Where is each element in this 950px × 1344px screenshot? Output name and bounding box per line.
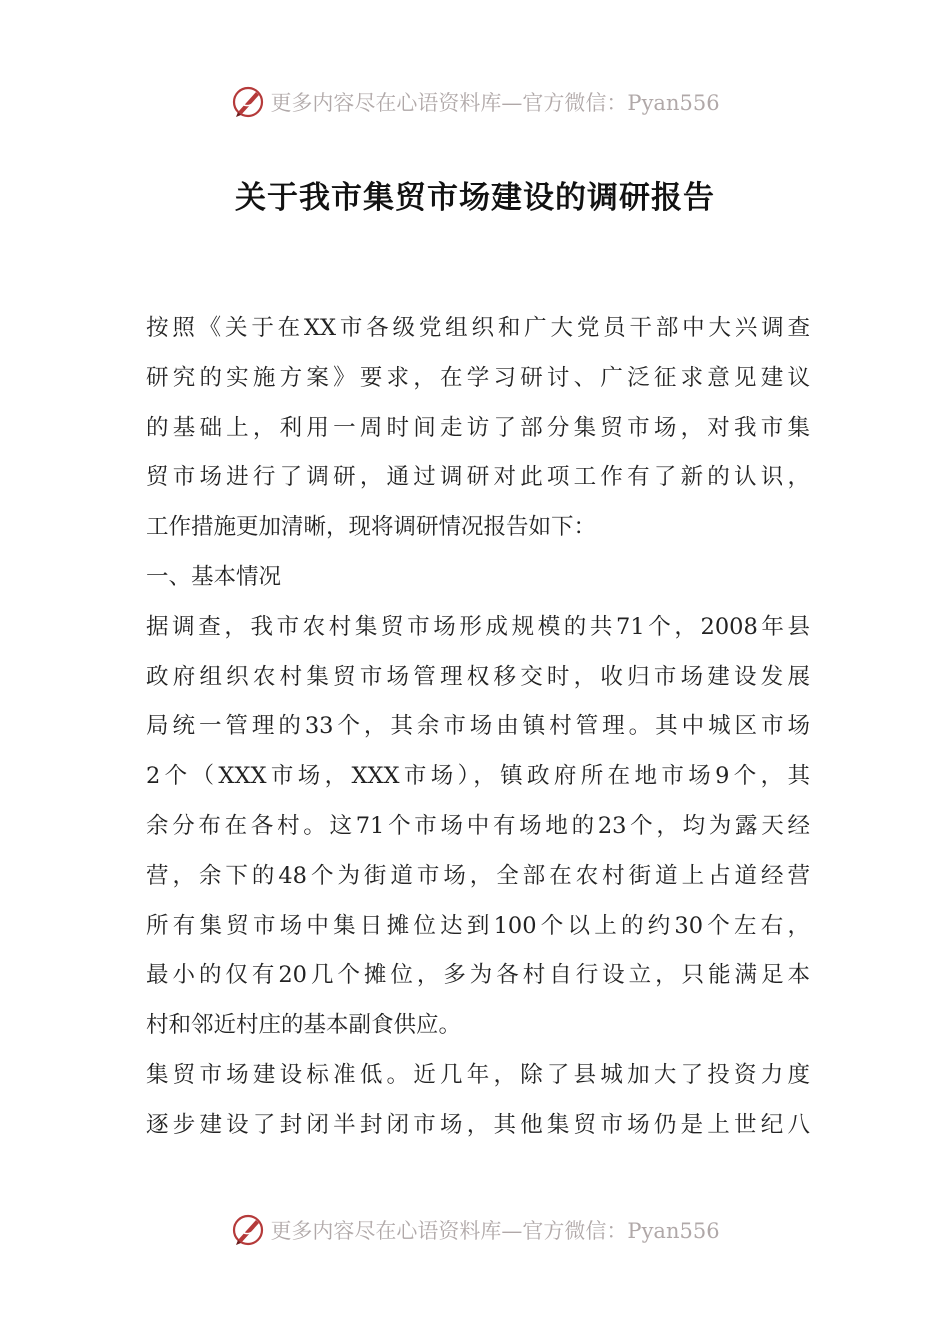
body-line: 逐步建设了封闭半封闭市场，其他集贸市场仍是上世纪八 [146,1111,810,1138]
body-line: 的基础上，利用一周时间走访了部分集贸市场，对我市集 [146,414,810,441]
footer-watermark-banner [0,1210,950,1250]
body-line: 集贸市场建设标准低。近几年，除了县城加大了投资力度 [146,1061,810,1088]
body-line: 工作措施更加清晰，现将调研情况报告如下： [146,514,597,541]
body-line: 贸市场进行了调研，通过调研对此项工作有了新的认识， [146,464,810,491]
body-line: 营，余下的48个为街道市场，全部在农村街道上占道经营 [146,862,810,889]
header-watermark-banner [0,82,950,122]
watermark-text: 更多内容尽在心语资料库—官方微信：Pyan556 [270,91,720,115]
section-heading: 一、基本情况 [146,563,282,590]
body-line: 研究的实施方案》要求，在学习研讨、广泛征求意见建议 [146,364,810,391]
pen-logo-icon [230,84,266,120]
body-line: 最小的仅有20几个摊位，多为各村自行设立，只能满足本 [146,962,810,989]
watermark-text: 更多内容尽在心语资料库—官方微信：Pyan556 [270,1219,720,1243]
body-line: 政府组织农村集贸市场管理权移交时，收归市场建设发展 [146,663,810,690]
body-line: 2个（XXX市场，XXX市场），镇政府所在地市场9个，其 [146,763,810,790]
body-line: 所有集贸市场中集日摊位达到100个以上的约30个左右， [146,912,810,939]
body-line: 余分布在各村。这71个市场中有场地的23个，均为露天经 [146,812,810,839]
document-body [146,304,810,1151]
body-line: 村和邻近村庄的基本副食供应。 [146,1012,462,1039]
pen-logo-icon [230,1212,266,1248]
body-line: 局统一管理的33个，其余市场由镇村管理。其中城区市场 [146,713,810,740]
document-title: 关于我市集贸市场建设的调研报告 [235,180,715,216]
body-line: 按照《关于在XX市各级党组织和广大党员干部中大兴调查 [146,315,810,341]
body-line: 据调查，我市农村集贸市场形成规模的共71个，2008年县 [146,613,810,640]
